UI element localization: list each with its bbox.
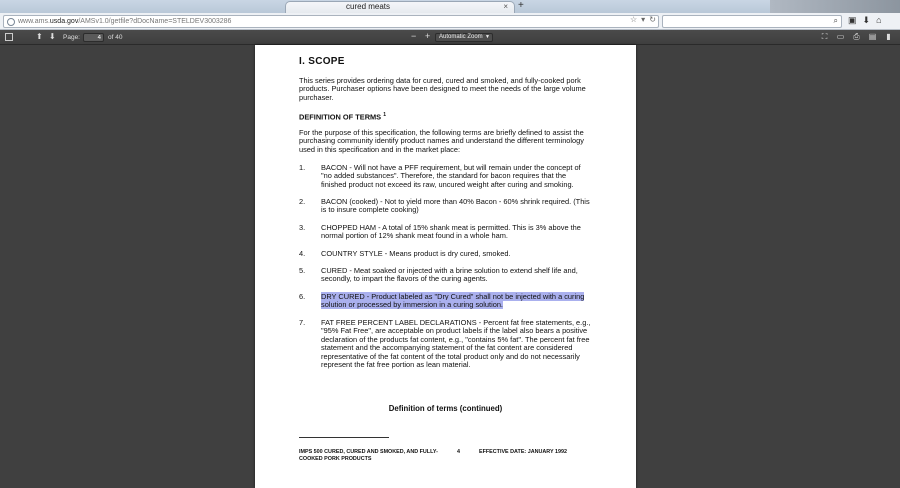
url-bar-actions bbox=[630, 15, 660, 24]
reload-icon[interactable]: ↻ bbox=[649, 15, 656, 24]
browser-tab[interactable] bbox=[285, 1, 515, 13]
item-number: 5. bbox=[299, 266, 306, 275]
new-tab-icon[interactable]: + bbox=[518, 0, 524, 11]
footer-effective-date: EFFECTIVE DATE: JANUARY 1992 bbox=[479, 449, 567, 455]
page-label: Page: bbox=[63, 34, 80, 41]
home-icon[interactable]: ⌂ bbox=[876, 15, 882, 25]
item-text: CURED - Meat soaked or injected with a brine solution to extend shelf life and, secondly, to impart the flavors of the curing agents. bbox=[321, 266, 578, 284]
tab-title: cured meats bbox=[346, 2, 391, 11]
definition-intro: For the purpose of this specification, the following terms are briefly defined to assist the purchasing community identify product names and understand the different terminology used in this specification and in the market place: bbox=[299, 128, 584, 154]
next-page-icon[interactable]: ⬇ bbox=[49, 32, 56, 41]
tab-strip bbox=[0, 0, 900, 13]
sidebar-toggle-icon[interactable] bbox=[5, 33, 13, 41]
continued-heading: Definition of terms (continued) bbox=[388, 404, 503, 413]
nav-tools bbox=[848, 15, 888, 26]
bookmark-star-icon[interactable]: ☆ bbox=[630, 15, 638, 24]
intro-paragraph: This series provides ordering data for cured, cured and smoked, and fully-cooked pork products. Purchaser options have been designed to meet the needs of the large volume purchaser. bbox=[299, 76, 586, 102]
zoom-select[interactable] bbox=[435, 33, 493, 42]
zoom-value: Automatic Zoom bbox=[439, 34, 483, 40]
pdf-page bbox=[255, 45, 636, 488]
url-host: usda.gov bbox=[49, 18, 79, 25]
scope-heading: I. SCOPE bbox=[299, 56, 345, 67]
document-viewport[interactable] bbox=[0, 45, 900, 488]
bookmarks-icon[interactable]: ▣ bbox=[848, 15, 857, 25]
item-text: COUNTRY STYLE - Means product is dry cured, smoked. bbox=[321, 249, 511, 258]
item-number: 1. bbox=[299, 163, 306, 172]
url-prefix: www.ams. bbox=[18, 18, 50, 25]
close-icon[interactable]: × bbox=[503, 2, 508, 11]
item-number: 4. bbox=[299, 249, 306, 258]
definition-heading-text: DEFINITION OF TERMS bbox=[299, 112, 382, 122]
download-icon[interactable]: ⬇ bbox=[862, 15, 871, 25]
zoom-out-button[interactable]: − bbox=[411, 31, 417, 41]
fullscreen-icon[interactable]: ⛶ bbox=[821, 32, 828, 41]
footnote-marker: 1 bbox=[383, 112, 386, 118]
page-count: of 40 bbox=[108, 34, 123, 41]
item-text: FAT FREE PERCENT LABEL DECLARATIONS - Percent fat free statements, e.g., "95% Fat Free", are acceptable on product labels if the label also bears a positive declaration of the products fat content, e.g., "contains 5% fat". The percent fat free statement and the accompanying statement of the fat content are considered representative of the fat content of the total product only and do not necessarily represent the fat free portion as lean material. bbox=[321, 318, 591, 370]
item-text: BACON - Will not have a PFF requirement, but will remain under the concept of "no added substances". Therefore, the standard for bacon requires that the finished product not exceed its raw, uncured weight after curing and smoking. bbox=[321, 163, 581, 189]
item-number: 7. bbox=[299, 318, 306, 327]
footnote-divider bbox=[299, 437, 389, 438]
definition-heading bbox=[299, 111, 386, 122]
item-number: 6. bbox=[299, 292, 306, 301]
item-text-selection bbox=[321, 293, 593, 310]
url-path: /AMSv1.0/getfile?dDocName=STELDEV3003286 bbox=[78, 18, 232, 25]
navigation-bar bbox=[0, 13, 900, 30]
search-icon[interactable]: ⌕ bbox=[833, 16, 838, 25]
bookmark-icon[interactable]: ▮ bbox=[886, 32, 891, 41]
chevron-down-icon: ▼ bbox=[485, 34, 490, 40]
item-number: 2. bbox=[299, 197, 306, 206]
item-text: CHOPPED HAM - A total of 15% shank meat is permitted. This is 3% above the normal portion of 12% shank meat found in a whole ham. bbox=[321, 223, 581, 241]
zoom-in-button[interactable]: + bbox=[425, 31, 431, 41]
previous-page-icon[interactable]: ⬆ bbox=[36, 32, 43, 41]
save-icon[interactable]: ▤ bbox=[868, 32, 877, 41]
highlighted-text: DRY CURED - Product labeled as "Dry Cured" shall not be injected with a curing solution or processed by immersion in a curing solution. bbox=[321, 292, 585, 310]
dropdown-icon[interactable]: ▾ bbox=[641, 15, 646, 24]
item-number: 3. bbox=[299, 223, 306, 232]
footer-title: IMPS 500 CURED, CURED AND SMOKED, AND FULLY-COOKED PORK PRODUCTS bbox=[299, 449, 438, 462]
window-controls bbox=[770, 0, 900, 13]
globe-icon bbox=[7, 18, 15, 26]
item-text: BACON (cooked) - Not to yield more than 40% Bacon - 60% shrink required. (This is to insure complete cooking) bbox=[321, 197, 590, 215]
page-number-input[interactable] bbox=[83, 33, 104, 42]
url-bar[interactable] bbox=[3, 15, 659, 28]
print-icon[interactable]: ⎙ bbox=[853, 32, 860, 41]
pdf-toolbar bbox=[0, 30, 900, 45]
search-input[interactable] bbox=[662, 15, 842, 28]
open-file-icon[interactable]: ▭ bbox=[836, 32, 845, 41]
footer-page-number: 4 bbox=[457, 449, 460, 455]
